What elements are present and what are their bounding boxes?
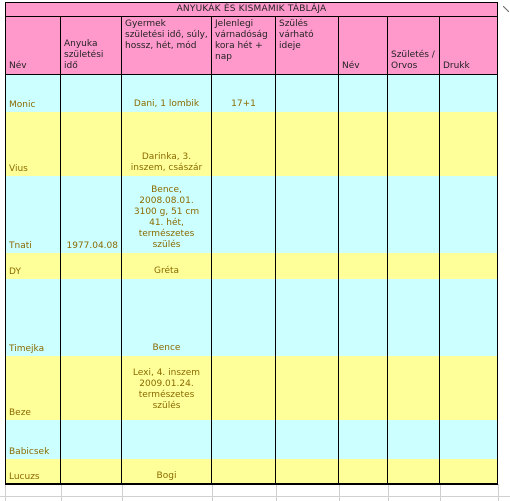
cell-pregnancy-age[interactable] [212, 176, 276, 253]
header-name[interactable] [5, 17, 61, 75]
cell-child-details-text: Lexi, 4. inszem 2009.01.24. természetes szülés [132, 368, 201, 411]
table-bottom-border [5, 483, 498, 485]
cell-child-details[interactable] [122, 112, 212, 176]
cell-cheer[interactable] [440, 176, 498, 253]
table-row [5, 420, 498, 459]
cell-name[interactable] [5, 75, 61, 112]
cell-child-details-text: Bogi [156, 471, 177, 481]
cell-name[interactable] [5, 356, 61, 420]
cell-name-text: Tnati [9, 241, 32, 251]
cell-name-text: Babicsek [9, 447, 50, 457]
cell-pregnancy-age-text: 17+1 [231, 99, 256, 109]
cell-cheer[interactable] [440, 356, 498, 420]
cell-name-2[interactable] [339, 253, 388, 279]
cell-name[interactable] [5, 279, 61, 356]
cell-child-details[interactable] [122, 176, 212, 253]
cell-mother-birth[interactable] [61, 112, 122, 176]
cell-cheer[interactable] [440, 75, 498, 112]
cell-mother-birth[interactable] [61, 75, 122, 112]
cell-child-details[interactable] [122, 356, 212, 420]
cell-child-details-text: Dani, 1 lombik [133, 99, 200, 109]
cell-name[interactable] [5, 176, 61, 253]
cell-due-date[interactable] [276, 75, 339, 112]
cell-name-text: Vius [9, 164, 28, 174]
cell-child-details[interactable] [122, 279, 212, 356]
cell-name[interactable] [5, 253, 61, 279]
gridline [212, 484, 213, 501]
cell-pregnancy-age[interactable] [212, 279, 276, 356]
header-mother-birth-text: Anyuka születési idő [64, 39, 104, 71]
cell-mother-birth[interactable] [61, 253, 122, 279]
cell-cheer[interactable] [440, 253, 498, 279]
header-birth-doctor[interactable] [388, 17, 440, 75]
cell-child-details[interactable] [122, 420, 212, 459]
cell-child-details-text: Bence, 2008.08.01. 3100 g, 51 cm 41. hét, természetes szülés [133, 185, 200, 250]
gridline [498, 484, 499, 501]
gridline [122, 484, 123, 501]
cell-mother-birth[interactable] [61, 420, 122, 459]
cell-name[interactable] [5, 459, 61, 484]
cell-due-date[interactable] [276, 176, 339, 253]
cell-cheer[interactable] [440, 459, 498, 484]
cell-name-2[interactable] [339, 459, 388, 484]
gridline [440, 484, 441, 501]
cell-due-date[interactable] [276, 459, 339, 484]
table-row [5, 459, 498, 484]
header-mother-birth[interactable] [61, 17, 122, 75]
table-row [5, 75, 498, 112]
cell-birth-doctor[interactable] [388, 112, 440, 176]
header-due-date-text: Szülés várható ideje [279, 19, 314, 51]
cell-birth-doctor[interactable] [388, 279, 440, 356]
cell-name-text: Lucuzs [9, 472, 40, 482]
cell-name-text: Beze [9, 408, 31, 418]
gridline [388, 484, 389, 501]
cell-pregnancy-age[interactable] [212, 75, 276, 112]
gridline [276, 484, 277, 501]
cell-mother-birth[interactable] [61, 356, 122, 420]
header-child-details-text: Gyermek születési idő, súly, hossz, hét, mód [125, 19, 208, 51]
table-row [5, 356, 498, 420]
cell-name-2[interactable] [339, 356, 388, 420]
header-birth-doctor-text: Születés / Orvos [391, 50, 435, 71]
cell-mother-birth-text: 1977.04.08 [66, 241, 118, 251]
cell-cheer[interactable] [440, 112, 498, 176]
table-row [5, 176, 498, 253]
table-row [5, 112, 498, 176]
header-pregnancy-age[interactable] [212, 17, 276, 75]
cell-pregnancy-age[interactable] [212, 420, 276, 459]
cell-due-date[interactable] [276, 253, 339, 279]
cell-birth-doctor[interactable] [388, 356, 440, 420]
cell-pregnancy-age[interactable] [212, 459, 276, 484]
cell-name-2[interactable] [339, 420, 388, 459]
header-due-date[interactable] [276, 17, 339, 75]
cell-due-date[interactable] [276, 420, 339, 459]
cell-child-details[interactable] [122, 75, 212, 112]
cell-name-2[interactable] [339, 112, 388, 176]
gridline [0, 496, 510, 497]
cell-pregnancy-age[interactable] [212, 253, 276, 279]
cell-child-details[interactable] [122, 459, 212, 484]
table-row [5, 279, 498, 356]
cell-name[interactable] [5, 420, 61, 459]
cell-child-details-text: Darinka, 3. inszem, császár [130, 152, 203, 173]
cell-birth-doctor[interactable] [388, 176, 440, 253]
gridline [61, 484, 62, 501]
cell-cheer[interactable] [440, 279, 498, 356]
header-pregnancy-age-text: Jelenlegi várnadóság kora hét + nap [215, 19, 268, 62]
gridline [339, 484, 340, 501]
header-child-details[interactable] [122, 17, 212, 75]
cell-birth-doctor[interactable] [388, 253, 440, 279]
comment-indicator-icon [503, 6, 509, 12]
cell-child-details-text: Gréta [153, 266, 180, 276]
cell-mother-birth[interactable] [61, 176, 122, 253]
cell-due-date[interactable] [276, 112, 339, 176]
gridline [5, 484, 6, 501]
cell-due-date[interactable] [276, 356, 339, 420]
cell-name-text: DY [9, 267, 21, 277]
cell-birth-doctor[interactable] [388, 459, 440, 484]
cell-name[interactable] [5, 112, 61, 176]
cell-name-text: Timejka [9, 344, 45, 354]
cell-name-2[interactable] [339, 279, 388, 356]
cell-birth-doctor[interactable] [388, 420, 440, 459]
cell-pregnancy-age[interactable] [212, 356, 276, 420]
cell-birth-doctor[interactable] [388, 75, 440, 112]
cell-name-2[interactable] [339, 75, 388, 112]
header-name-2[interactable] [339, 17, 388, 75]
header-name-text: Név [9, 61, 27, 71]
header-name-2-text: Név [342, 61, 360, 71]
cell-cheer[interactable] [440, 420, 498, 459]
table-title[interactable]: ANYUKÁK ÉS KISMAMIK TÁBLÁJA [5, 2, 498, 17]
header-cheer[interactable] [440, 17, 498, 75]
cell-child-details-text: Bence [152, 343, 181, 353]
cell-child-details[interactable] [122, 253, 212, 279]
header-cheer-text: Drukk [443, 61, 470, 71]
table-row [5, 253, 498, 279]
cell-pregnancy-age[interactable] [212, 112, 276, 176]
cell-mother-birth[interactable] [61, 279, 122, 356]
cell-name-2[interactable] [339, 176, 388, 253]
cell-name-text: Monic [9, 100, 36, 110]
cell-due-date[interactable] [276, 279, 339, 356]
cell-mother-birth[interactable] [61, 459, 122, 484]
